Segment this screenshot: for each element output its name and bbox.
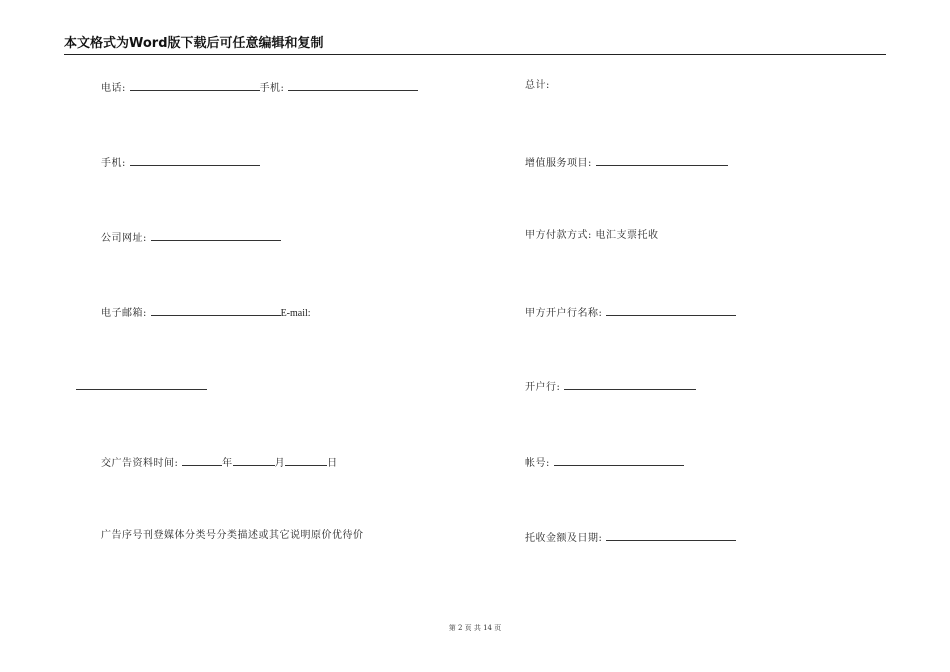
collection-label: 托收金额及日期: (525, 533, 603, 544)
ad-time-label: 交广告资料时间: (101, 458, 179, 469)
header-title: 本文格式为Word版下载后可任意编辑和复制 (64, 36, 324, 51)
year-label: 年 (222, 458, 233, 469)
year-blank[interactable] (182, 454, 222, 466)
day-label: 日 (327, 458, 338, 469)
email-en-label: E-mail: (280, 308, 311, 319)
phone-row (101, 79, 418, 96)
mobile-inline-label: 手机: (259, 83, 285, 94)
total-label: 总计: (525, 80, 550, 91)
collection-blank[interactable] (606, 529, 736, 541)
phone-blank[interactable] (130, 79, 260, 91)
value-added-row (525, 154, 728, 171)
mobile-blank[interactable] (130, 154, 260, 166)
website-label: 公司网址: (101, 233, 147, 244)
value-added-label: 增值服务项目: (525, 158, 592, 169)
total-row (525, 79, 550, 93)
account-no-label: 帐号: (525, 458, 550, 469)
account-no-row (525, 454, 684, 471)
website-blank[interactable] (151, 229, 281, 241)
page-number: 第 2 页 共 14 页 (448, 624, 502, 632)
email-row (101, 304, 311, 321)
page-footer (0, 623, 950, 633)
month-label: 月 (274, 458, 286, 469)
collection-row (525, 529, 736, 546)
month-blank[interactable] (233, 454, 275, 466)
ad-time-row (101, 454, 338, 471)
page-header (64, 36, 886, 55)
ad-table-header: 广告序号刊登媒体分类号分类描述或其它说明原价优待价 (101, 530, 364, 541)
mobile-label: 手机: (101, 158, 126, 169)
ad-table-header-row (101, 529, 364, 543)
email-en-blank[interactable] (76, 378, 207, 390)
bank-row (525, 378, 696, 395)
email-blank[interactable] (151, 304, 281, 316)
email-label: 电子邮箱: (101, 308, 147, 319)
mobile-row (101, 154, 260, 171)
bank-label: 开户行: (525, 382, 561, 393)
day-blank[interactable] (285, 454, 327, 466)
account-name-row (525, 304, 736, 321)
value-added-blank[interactable] (596, 154, 728, 166)
account-name-label: 甲方开户行名称: (525, 308, 603, 319)
website-row (101, 229, 281, 246)
mobile-inline-blank[interactable] (288, 79, 418, 91)
account-no-blank[interactable] (554, 454, 684, 466)
account-name-blank[interactable] (606, 304, 736, 316)
payment-method-row (525, 229, 659, 243)
bank-blank[interactable] (564, 378, 696, 390)
payment-method-text: 甲方付款方式: 电汇支票托收 (525, 230, 659, 241)
email-continuation-row (76, 378, 207, 395)
phone-label: 电话: (101, 83, 126, 94)
